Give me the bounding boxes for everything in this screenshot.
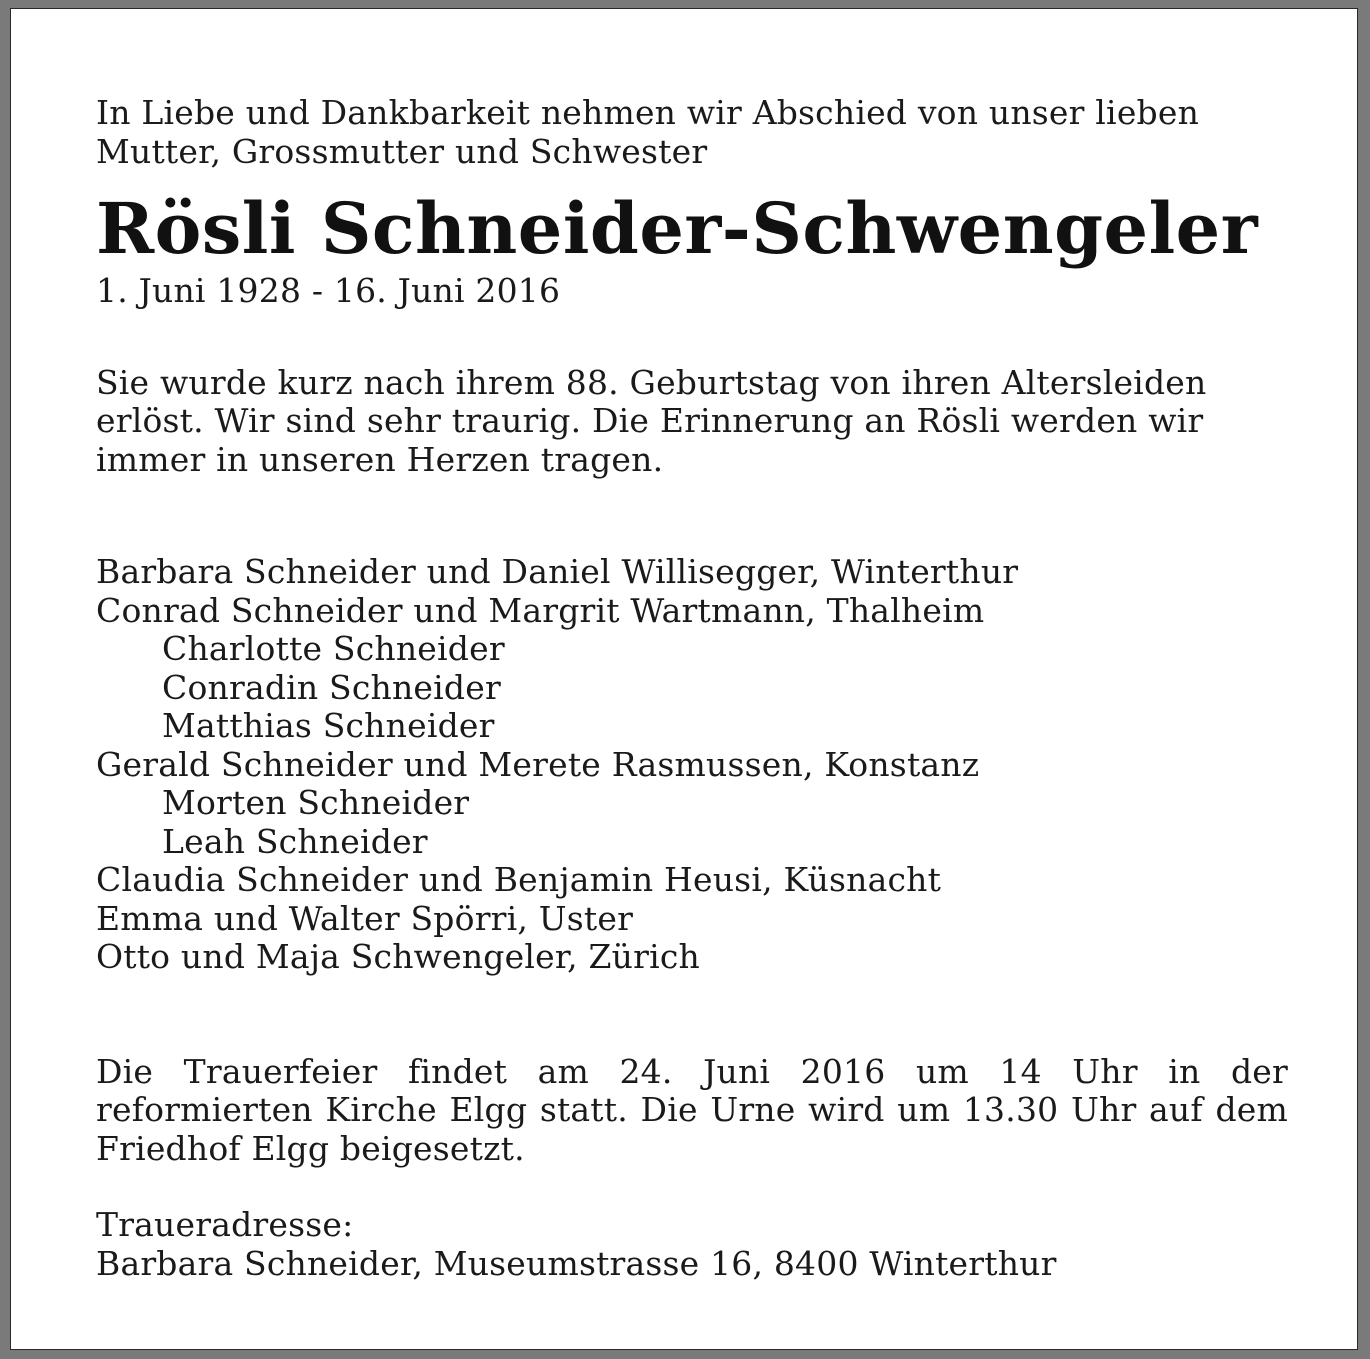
intro-text <box>96 94 1288 171</box>
family-member: Emma und Walter Spörri, Uster <box>96 898 634 938</box>
message-line: erlöst. Wir sind sehr traurig. Die Erinnerung an Rösli werden wir <box>96 401 1204 440</box>
family-list <box>96 553 1288 977</box>
family-member: Barbara Schneider und Daniel Willisegger, Winterthur <box>96 552 1019 591</box>
service-info: Die Trauerfeier findet am 24. Juni 2016 um 14 Uhr in der reformierten Kirche Elgg statt. Die Urne wird um 13.30 Uhr auf dem Friedhof Elgg beigesetzt. <box>96 1051 1288 1168</box>
life-dates: 1. Juni 1928 - 16. Juni 2016 <box>96 271 561 310</box>
family-member-child: Leah Schneider <box>162 821 428 861</box>
intro-line: Mutter, Grossmutter und Schwester <box>96 131 708 171</box>
family-member-child: Conradin Schneider <box>162 667 501 707</box>
family-member: Otto und Maja Schwengeler, Zürich <box>96 937 700 976</box>
address-value: Barbara Schneider, Museumstrasse 16, 8400 Winterthur <box>96 1243 1057 1283</box>
family-member: Conrad Schneider und Margrit Wartmann, Thalheim <box>96 590 985 630</box>
message-line: immer in unseren Herzen tragen. <box>96 439 664 479</box>
family-member-child: Matthias Schneider <box>162 706 495 745</box>
mourning-address <box>96 1206 1288 1283</box>
message-text <box>96 364 1288 480</box>
family-member-child: Morten Schneider <box>162 783 470 822</box>
intro-line: In Liebe und Dankbarkeit nehmen wir Abschied von unser lieben <box>96 93 1200 132</box>
deceased-name: Rösli Schneider-Schwengeler <box>96 187 1259 270</box>
family-member: Claudia Schneider und Benjamin Heusi, Küsnacht <box>96 860 942 899</box>
family-member-child: Charlotte Schneider <box>162 629 505 668</box>
obituary-content <box>96 94 1288 1283</box>
address-label: Traueradresse: <box>96 1205 354 1244</box>
family-member: Gerald Schneider und Merete Rasmussen, Konstanz <box>96 744 980 784</box>
message-line: Sie wurde kurz nach ihrem 88. Geburtstag von ihren Altersleiden <box>96 362 1207 402</box>
